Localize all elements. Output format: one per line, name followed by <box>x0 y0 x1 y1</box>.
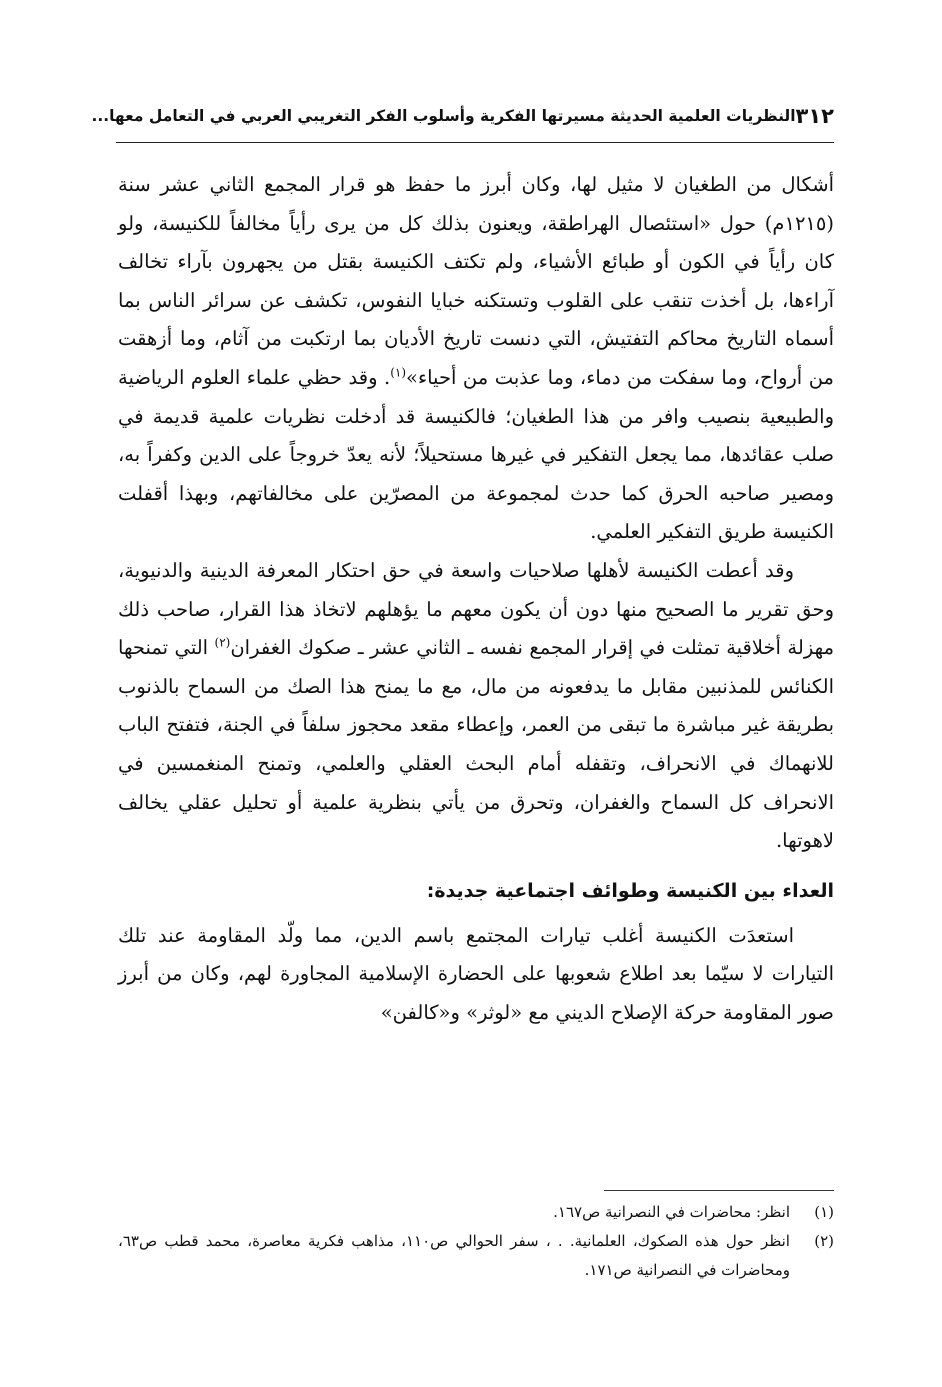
paragraph-1-text-b: . وقد حظي علماء العلوم الرياضية والطبيعية بنصيب وافر من هذا الطغيان؛ فالكنيسة قد أدخلت نظريات علمية قديمة في صلب عقائدها، مما يجعل التفكير في غيرها مستحيلاً؛ لأنه يعدّ خروجاً على الدين وكفراً به، ومصير صاحبه الحرق كما حدث لمجموعة من المصرّين على مخالفاتهم، وبهذا أقفلت الكنيسة طريق التفكير العلمي. <box>118 365 834 544</box>
paragraph-1 <box>118 166 834 552</box>
paragraph-2-text-b: التي تمنحها الكنائس للمذنبين مقابل ما يدفعونه من مال، مع ما يمنح هذا الصك من السماح بالذنوب بطريقة غير مباشرة ما تبقى من العمر، وإعطاء مقعد محجوز سلفاً في الجنة، فتفتح الباب للانهماك في الانحراف، وتقفله أمام البحث العقلي والعلمي، وتمنح المنغمسين في الانحراف كل السماح والغفران، وتحرق من يأتي بنظرية علمية أو تحليل عقلي يخالف لاهوتها. <box>118 636 834 853</box>
footnote-1 <box>118 1198 834 1227</box>
paragraph-2-text-a: وقد أعطت الكنيسة لأهلها صلاحيات واسعة في حق احتكار المعرفة الدينية والدنيوية، وحق تقرير ما الصحيح منها دون أن يكون معهم ما يؤهلهم لاتخاذ هذا القرار، صاحب ذلك مهزلة أخلاقية تمثلت في إقرار المجمع نفسه ـ الثاني عشر ـ صكوك الغفران <box>118 558 835 660</box>
footnote-number: (١) <box>814 1203 834 1221</box>
footnote-2 <box>118 1227 834 1285</box>
footnote-ref-2[interactable]: (٢) <box>214 635 231 650</box>
footnotes <box>118 1198 834 1285</box>
page-header <box>91 98 834 134</box>
footnote-number: (٢) <box>814 1232 834 1250</box>
main-text <box>118 166 834 1032</box>
running-title: النظريات العلمية الحديثة مسيرتها الفكرية وأسلوب الفكر التغريبي العربي في التعامل معها... <box>91 107 796 125</box>
paragraph-1-text-a: أشكال من الطغيان لا مثيل لها، وكان أبرز ما حفظ هو قرار المجمع الثاني عشر سنة (١٢١٥م) حول «استئصال الهراطقة، ويعنون بذلك كل من يرى رأياً مخالفاً للكنيسة، ولو كان رأياً في الكون أو طبائع الأشياء، ولم تكتف الكنيسة بقتل من يجهرون بآراء تخالف آراءها، بل أخذت تنقب على القلوب وتستكنه خبايا النفوس، تكشف عن سرائر الناس بما أسماه التاريخ محاكم التفتيش، التي دنست تاريخ الأديان بما ارتكبت من آثام، وما أزهقت من أرواح، وما سفكت من دماء، وما عذبت من أحياء» <box>118 173 834 389</box>
footnote-text: انظر حول هذه الصكوك، العلمانية. . ، سفر الحوالي ص١١٠، مذاهب فكرية معاصرة، محمد قطب ص٦٣، ومحاضرات في النصرانية ص١٧١. <box>118 1232 790 1279</box>
section-heading: العداء بين الكنيسة وطوائف اجتماعية جديدة: <box>426 879 834 902</box>
page-number: ٣١٢ <box>795 104 834 128</box>
paragraph-3: استعدَت الكنيسة أغلب تيارات المجتمع باسم الدين، مما ولّد المقاومة عند تلك التيارات لا سيّما بعد اطلاع شعوبها على الحضارة الإسلامية المجاورة لهم، وكان من أبرز صور المقاومة حركة الإصلاح الديني مع «لوثر» و«كالفن» <box>118 923 834 1024</box>
footnote-text: انظر: محاضرات في النصرانية ص١٦٧. <box>553 1203 790 1221</box>
header-divider <box>116 142 834 143</box>
footnote-ref-1[interactable]: (١) <box>390 365 407 380</box>
footnote-divider <box>604 1190 834 1191</box>
paragraph-2 <box>118 552 834 861</box>
